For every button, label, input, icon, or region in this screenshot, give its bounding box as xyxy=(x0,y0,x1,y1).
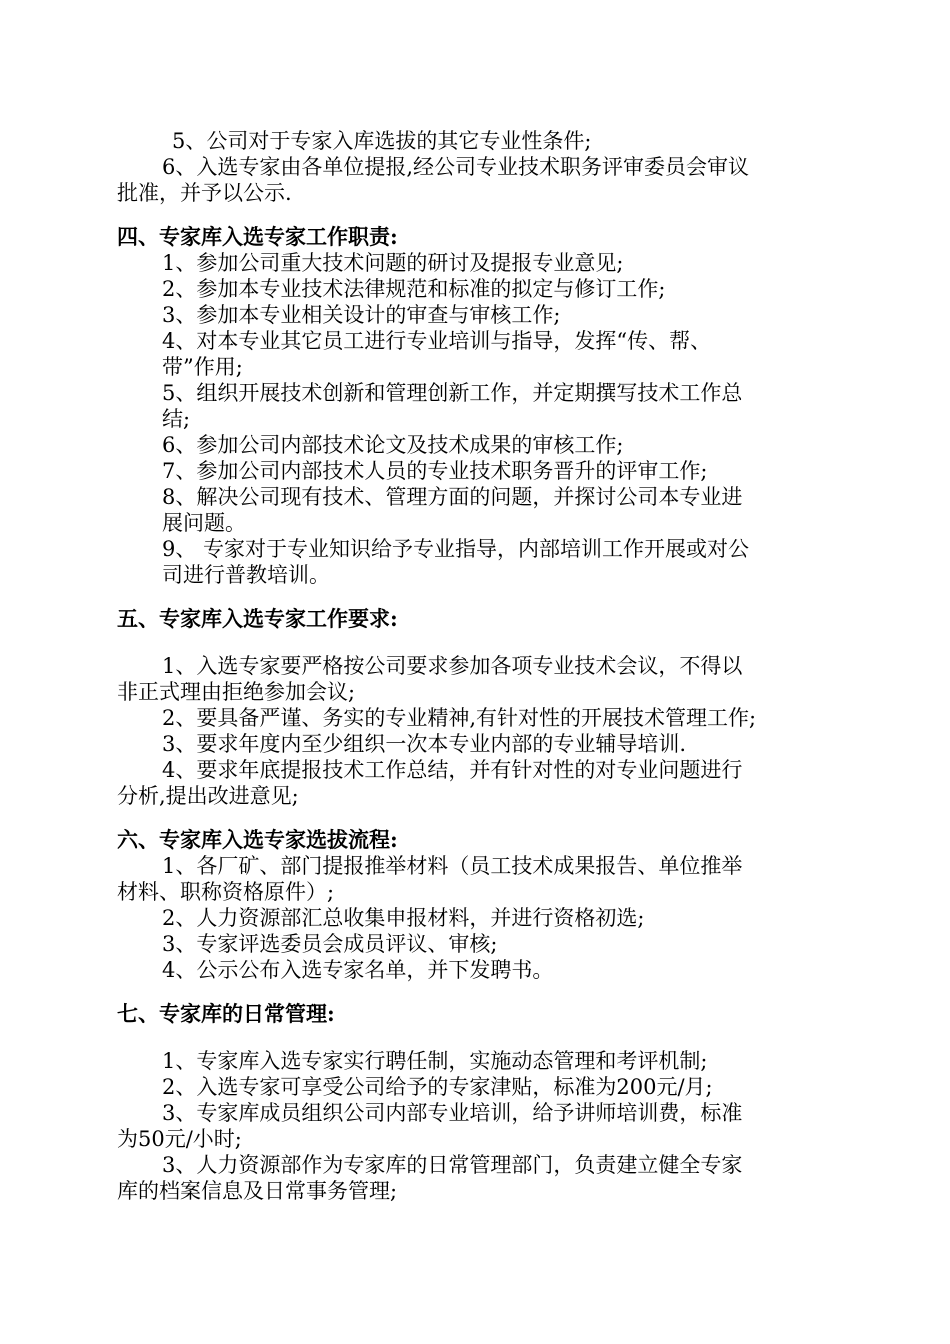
text-line: 1、入选专家要严格按公司要求参加各项专业技术会议，不得以 xyxy=(162,654,743,678)
text-line: 5、公司对于专家入库选拔的其它专业性条件; xyxy=(172,129,592,153)
section-heading-5: 五、专家库入选专家工作要求: xyxy=(117,606,398,631)
text-line: 3、人力资源部作为专家库的日常管理部门，负责建立健全专家 xyxy=(162,1153,743,1177)
text-line: 6、入选专家由各单位提报,经公司专业技术职务评审委员会审议 xyxy=(162,155,750,179)
text-line: 4、对本专业其它员工进行专业培训与指导，发挥“传、帮、 xyxy=(162,329,712,353)
text-line: 3、参加本专业相关设计的审查与审核工作; xyxy=(162,303,561,327)
text-line: 分析,提出改进意见; xyxy=(117,784,299,808)
text-line: 1、各厂矿、部门提报推举材料（员工技术成果报告、单位推举 xyxy=(162,854,743,878)
text-line: 6、参加公司内部技术论文及技术成果的审核工作; xyxy=(162,433,624,457)
text-line: 库的档案信息及日常事务管理; xyxy=(117,1179,398,1203)
text-line: 2、参加本专业技术法律规范和标准的拟定与修订工作; xyxy=(162,277,666,301)
text-line: 非正式理由拒绝参加会议; xyxy=(117,680,356,704)
section-heading-6: 六、专家库入选专家选拔流程: xyxy=(117,827,398,852)
text-line: 2、人力资源部汇总收集申报材料，并进行资格初选; xyxy=(162,906,645,930)
text-line: 司进行普教培训。 xyxy=(162,563,330,587)
text-line: 为50元/小时; xyxy=(117,1127,242,1151)
text-line: 材料、职称资格原件）; xyxy=(117,880,335,904)
text-line: 2、入选专家可享受公司给予的专家津贴，标准为200元/月; xyxy=(162,1075,713,1099)
text-line: 9、 专家对于专业知识给予专业指导，内部培训工作开展或对公 xyxy=(162,537,750,561)
text-line: 8、解决公司现有技术、管理方面的问题，并探讨公司本专业进 xyxy=(162,485,743,509)
text-line: 批准，并予以公示. xyxy=(117,181,292,205)
text-line: 3、专家库成员组织公司内部专业培训，给予讲师培训费，标准 xyxy=(162,1101,743,1125)
section-heading-7: 七、专家库的日常管理: xyxy=(117,1001,335,1026)
text-line: 4、公示公布入选专家名单，并下发聘书。 xyxy=(162,958,554,982)
text-line: 2、要具备严谨、务实的专业精神,有针对性的开展技术管理工作; xyxy=(162,706,757,730)
text-line: 1、专家库入选专家实行聘任制，实施动态管理和考评机制; xyxy=(162,1049,708,1073)
text-line: 3、专家评选委员会成员评议、审核; xyxy=(162,932,498,956)
text-line: 5、组织开展技术创新和管理创新工作，并定期撰写技术工作总 xyxy=(162,381,743,405)
text-line: 带”作用; xyxy=(162,355,243,379)
text-line: 结; xyxy=(162,407,191,431)
text-line: 7、参加公司内部技术人员的专业技术职务晋升的评审工作; xyxy=(162,459,708,483)
text-line: 展问题。 xyxy=(162,511,246,535)
section-heading-4: 四、专家库入选专家工作职责: xyxy=(117,224,398,249)
text-line: 1、参加公司重大技术问题的研讨及提报专业意见; xyxy=(162,251,624,275)
text-line: 4、要求年底提报技术工作总结，并有针对性的对专业问题进行 xyxy=(162,758,743,782)
text-line: 3、要求年度内至少组织一次本专业内部的专业辅导培训. xyxy=(162,732,687,756)
